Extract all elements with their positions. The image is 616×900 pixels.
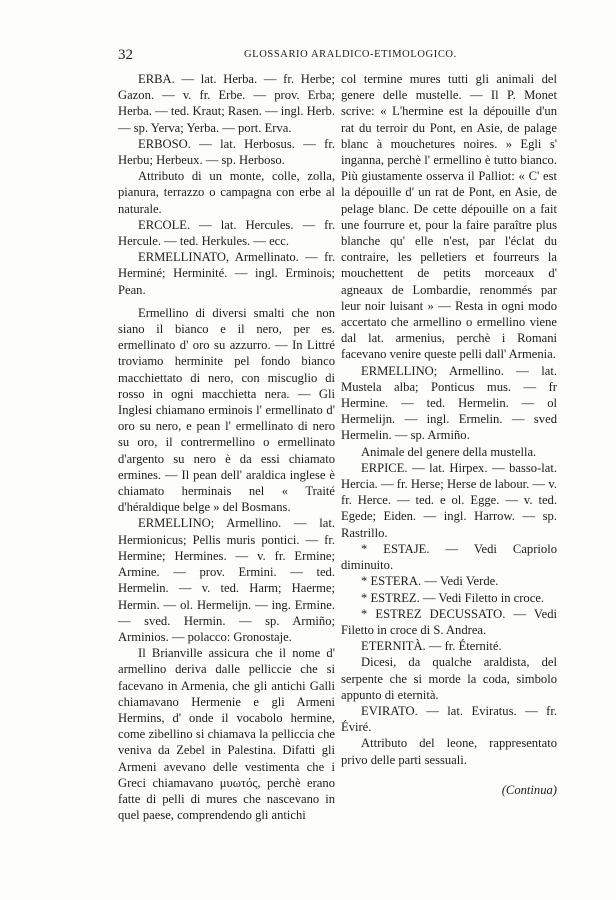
right-column — [341, 71, 557, 798]
entry-ermellino-animal-definition: Animale del genere della mustella. — [361, 444, 537, 459]
entry-ermellinato: ERMELLINATO, Armellinato. — fr. Herminé; Herminité. — ingl. Erminois; Pean. — [118, 250, 335, 297]
entry-erba: ERBA. — lat. Herba. — fr. Herbe; Gazon. — v. fr. Erbe. — prov. Erba; Herba. — ted. Kraut; Rasen. — ingl. Herb. — sp. Yerva; Yerba. — port. Erva. — [118, 72, 335, 135]
entry-estaje: * ESTAJE. — Vedi Capriolo diminuito. — [341, 541, 557, 573]
page-number: 32 — [118, 47, 133, 63]
entry-erpice: ERPICE. — lat. Hirpex. — basso-lat. Hercia. — fr. Herse; Herse de labour. — v. fr. Herce. — ted. e ol. Egge. — v. ted. Egede; Eiden. — ingl. Harrow. — sp. Rastrillo. — [341, 460, 557, 540]
left-column — [118, 71, 335, 823]
entry-erboso: ERBOSO. — lat. Herbosus. — fr. Herbu; Herbeux. — sp. Herboso. — [118, 136, 335, 168]
entry-evirato: EVIRATO. — lat. Eviratus. — fr. Éviré. — [341, 703, 557, 735]
entry-ermellinato-definition: Ermellino di diversi smalti che non siano il bianco e il nero, per es. ermellinato d' oro su azzurro. — In Littré troviamo herminite pel fondo bianco macchiettato di nero, con miscuglio di rosso in ogni macchietta nera. — Gli Inglesi chiamano erminois l' ermellinato d' oro su nero, e pean l' ermellinato di nero su oro, il contrermellino o ermellinato d'argento su nero è da essi chiamato ermines. — Il pean dell' araldica inglese è chiamato herminais nel « Traité d'héraldique belge » del Bosmans. — [118, 305, 335, 515]
entry-eternita: ETERNITÀ. — fr. Éternité. — [361, 639, 502, 654]
entry-ermellino-animal: ERMELLINO; Armellino. — lat. Mustela alba; Ponticus mus. — fr Hermine. — ted. Hermelin. — ol Hermelijn. — ingl. Ermelin. — sved Hermelin. — sp. Armiño. — [341, 363, 557, 443]
entry-ermellino: ERMELLINO; Armellino. — lat. Hermionicus; Pellis muris pontici. — fr. Hermine; Hermines. — v. fr. Ermine; Armine. — prov. Ermini. — ted. Hermelin. — v. ted. Harm; Haerme; Hermin. — ol. Hermelijn. — ing. Ermine. — sved. Hermin. — sp. Armiño; Arminios. — polacco: Gronostaje. — [118, 516, 335, 644]
entry-estrez-decussato: * ESTREZ DECUSSATO. — Vedi Filetto in croce di S. Andrea. — [341, 606, 557, 637]
entry-ercole: ERCOLE. — lat. Hercules. — fr. Hercule. — ted. Herkules. — ecc. — [118, 217, 335, 249]
entry-estrez: * ESTREZ. — Vedi Filetto in croce. — [361, 590, 545, 605]
continued-note: (Continua) — [501, 782, 557, 797]
running-title: GLOSSARIO ARALDICO-ETIMOLOGICO. — [244, 49, 457, 60]
entry-ermellino-etymology-continued: col termine mures tutti gli animali del genere delle mustelle. — Il P. Monet scrive: « L'hermine est la dépouille d'un rat du terroir du Pont, en Asie, de palage blanc à mouchetures noires. » Egli s' inganna, perchè l' ermellino è tutto bianco. Più giustamente osserva il Palliot: « C' est la dépouille d' un rat de Pont, en Asie, de pelage blanc. De cette dépouille on a fait une fourrure et, pour la faire paraître plus blanche qu' elle n'est, par l'éclat du contraire, les pelletiers et fourreurs la mouchettent de petits morceaux d' agneaux de Lombardie, renommés par leur noir luisant » — Resta in ogni modo accertato che armellino o ermellino viene dal lat. armenius, perchè i Romani facevano venire queste pelli dall' Armenia. — [341, 72, 557, 362]
entry-ermellino-etymology: Il Brianville assicura che il nome d' armellino deriva dalle pelliccie che si facevano in Armenia, che gli antichi Galli chiamavano Hermenie e gli Armeni Hermins, d' onde il vocabolo hermine, come zibellino si chiamava la pelliccia che veniva da Zebel in Palestina. Difatti gli Armeni avevano delle vestimenta che i Greci chiamavano μυωτός, perchè erano fatte di pelli di mures che nascevano in quel paese, comprendendo gli antichi — [118, 646, 335, 823]
entry-eternita-definition: Dicesi, da qualche araldista, del serpente che si morde la coda, simbolo appunto di eternità. — [341, 655, 557, 702]
entry-erboso-definition: Attributo di un monte, colle, zolla, pianura, terrazzo o campagna con erbe al naturale. — [118, 169, 335, 216]
entry-estera: * ESTERA. — Vedi Verde. — [361, 574, 499, 589]
page-header — [0, 47, 616, 67]
entry-evirato-definition: Attributo del leone, rappresentato privo delle parti sessuali. — [341, 736, 557, 767]
